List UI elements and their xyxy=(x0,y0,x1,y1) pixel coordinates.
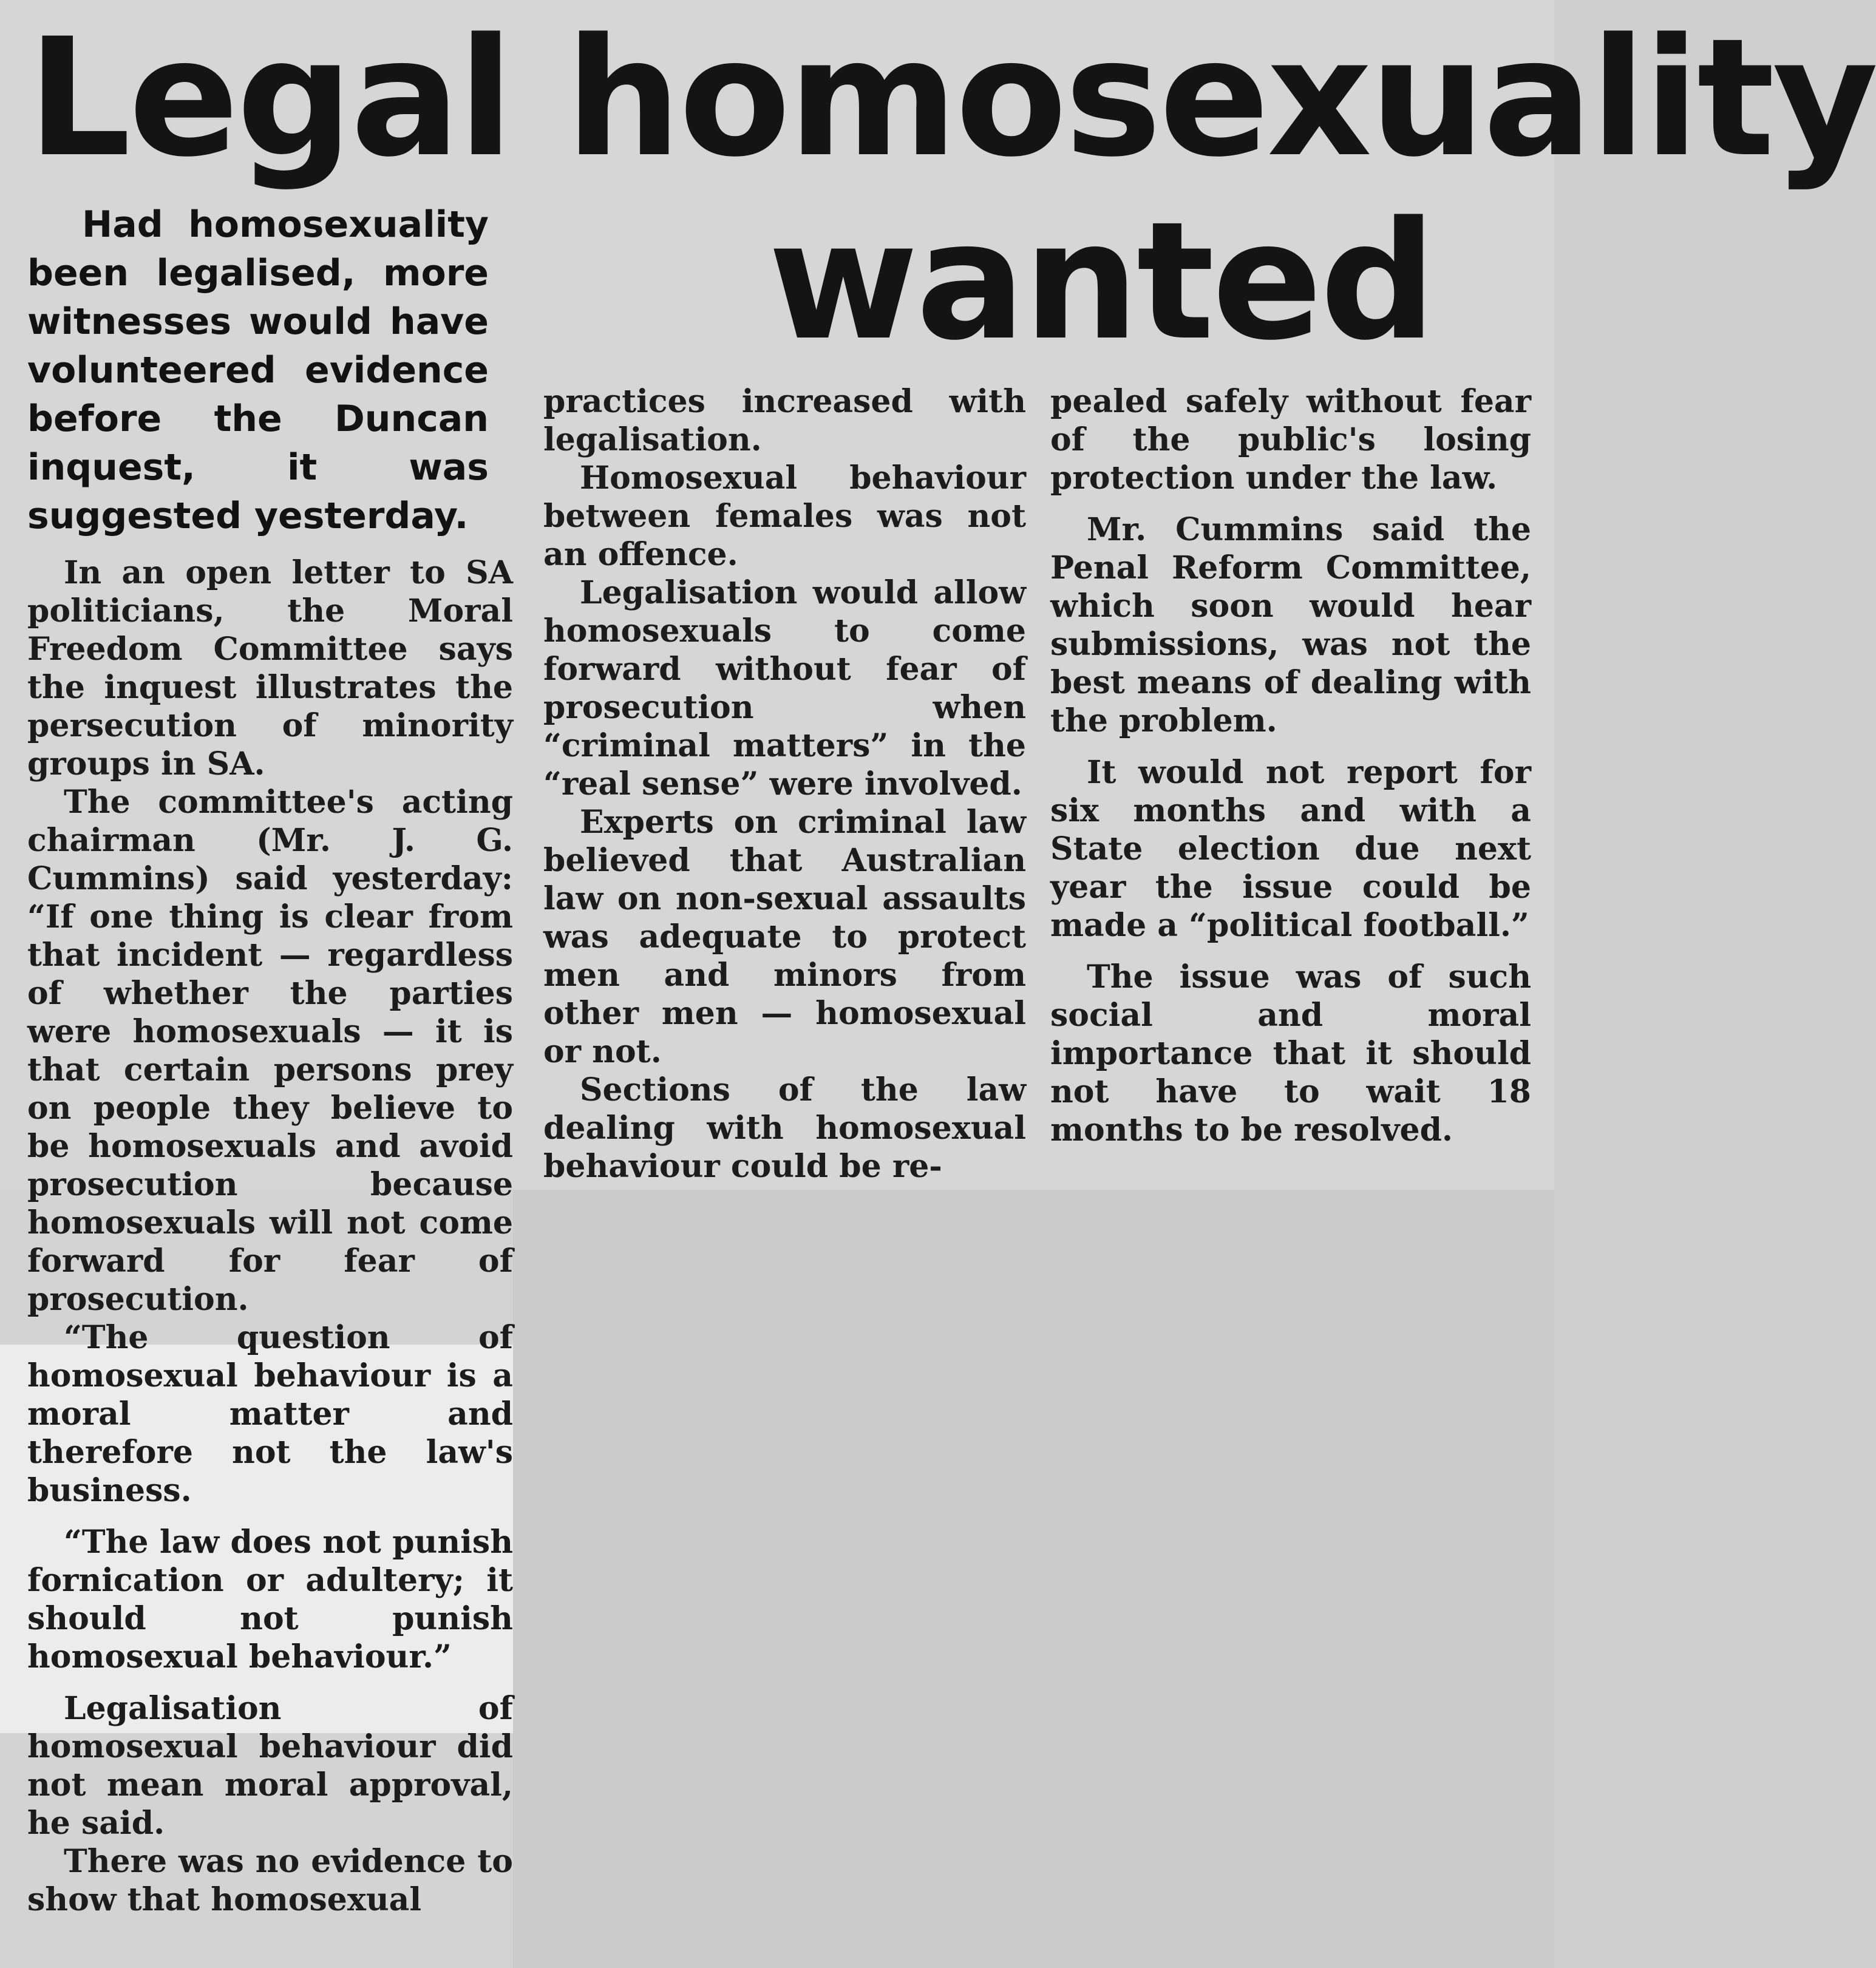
body-paragraph: Experts on criminal law believed that Australian law on non-sexual assaults was adequate to protect men and minors from other men — homosexual or not. xyxy=(543,804,1026,1070)
headline-line-2: wanted xyxy=(768,187,1434,376)
article-column-3 xyxy=(1050,382,1531,1149)
body-paragraph: The issue was of such social and moral importance that it should not have to wait 18 months to be resolved. xyxy=(1050,959,1531,1149)
body-paragraph: Legalisation of homosexual behaviour did not mean moral approval, he said. xyxy=(27,1690,513,1842)
body-paragraph: pealed safely without fear of the public's losing protection under the law. xyxy=(1050,383,1531,497)
body-paragraph: “The law does not punish fornication or adultery; it should not punish homosexual behaviour.” xyxy=(27,1524,513,1675)
body-paragraph: Homosexual behaviour between females was not an offence. xyxy=(543,460,1026,573)
blank-background xyxy=(513,1190,1554,1968)
body-paragraph: It would not report for six months and with a State election due next year the issue could be made a “political football.” xyxy=(1050,754,1531,944)
body-paragraph: There was no evidence to show that homosexual xyxy=(27,1843,513,1918)
body-paragraph: Sections of the law dealing with homosexual behaviour could be re- xyxy=(543,1071,1026,1185)
headline-line-1: Legal homosexuality xyxy=(27,4,1876,193)
body-paragraph: In an open letter to SA politicians, the Moral Freedom Committee says the inquest illustrates the persecution of minority groups in SA. xyxy=(27,554,513,782)
body-paragraph: practices increased with legalisation. xyxy=(543,383,1026,458)
body-paragraph: Legalisation would allow homosexuals to come forward without fear of prosecution when “criminal matters” in the “real sense” were involved. xyxy=(543,574,1026,802)
body-paragraph: The committee's acting chairman (Mr. J. G. Cummins) said yesterday: “If one thing is clear from that incident — regardless of whether the parties were homosexuals — it is that certain persons prey on people they believe to be homosexuals and avoid prosecution because homosexuals will not come forward for fear of prosecution. xyxy=(27,784,513,1318)
article-column-1 xyxy=(27,188,513,1919)
body-paragraph: “The question of homosexual behaviour is a moral matter and therefore not the law's business. xyxy=(27,1319,513,1509)
body-paragraph: Mr. Cummins said the Penal Reform Committee, which soon would hear submissions, was not the best means of dealing with the problem. xyxy=(1050,511,1531,739)
article-lede: Had homosexuality been legalised, more witnesses would have volunteered evidence before the Duncan inquest, it was suggested yesterday. xyxy=(27,203,489,537)
article-column-2 xyxy=(543,382,1026,1186)
